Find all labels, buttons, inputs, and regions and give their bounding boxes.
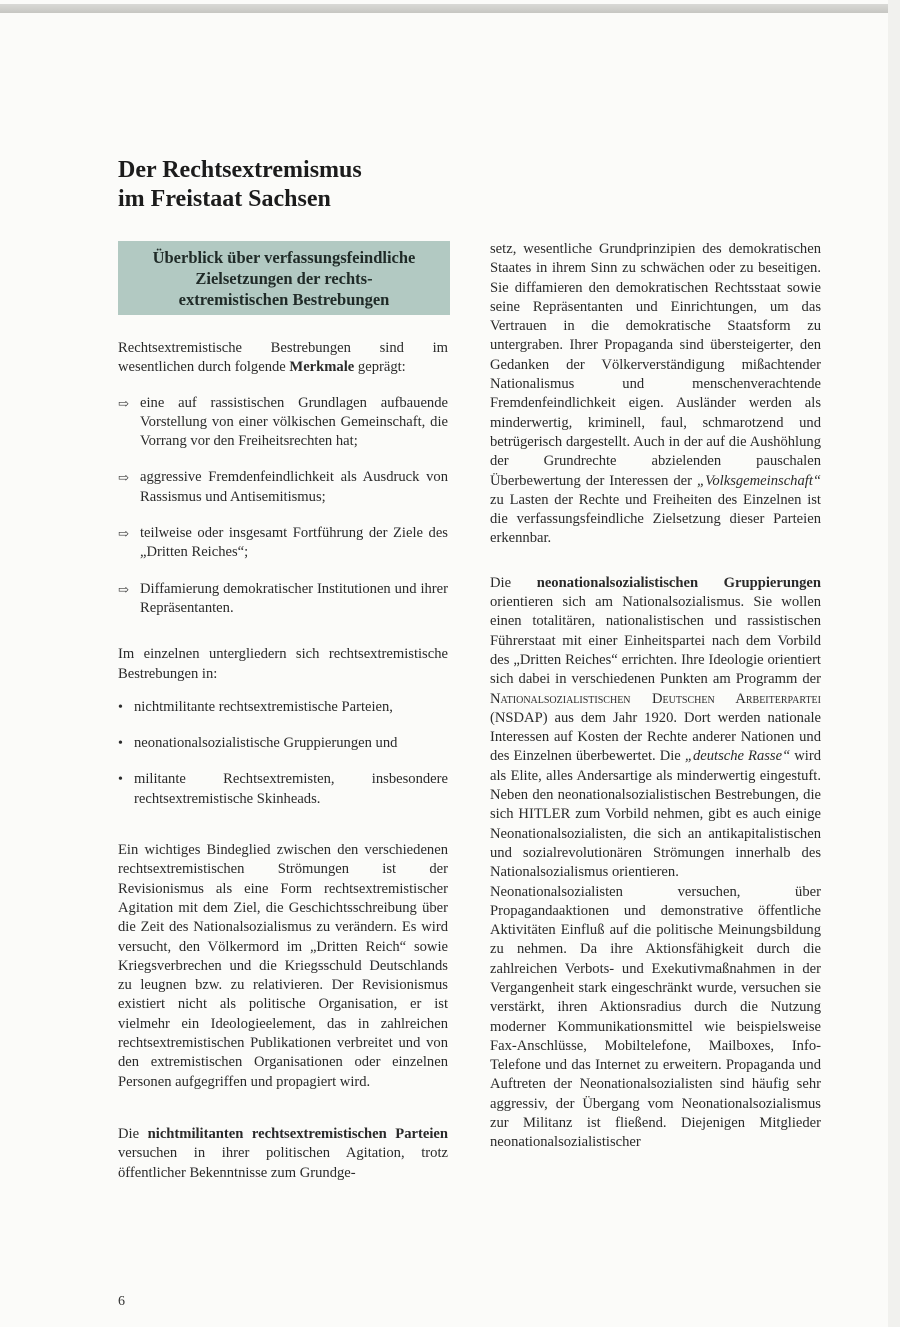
parties-emphasis: „Volksgemeinschaft“ [696, 472, 821, 489]
parties-paragraph-start [118, 1125, 448, 1183]
subdivision-list [118, 698, 448, 809]
arrow-right-icon: ⇨ [118, 581, 129, 597]
overview-heading-line-3: extremistischen Bestrebungen [178, 290, 390, 309]
neonazi-keyword: neonationalsozialistischen Gruppierungen [536, 574, 821, 591]
parties-paragraph-continued [490, 240, 821, 549]
intro-text-end: geprägt: [354, 359, 406, 376]
overview-heading-line-2: Zielsetzungen der rechts- [195, 269, 373, 288]
page-title [118, 156, 538, 214]
list-item-text: Diffamierung demokratischer Institutionen und ihrer Repräsentanten. [140, 580, 448, 616]
overview-heading-line-1: Überblick über verfassungsfeindliche [152, 248, 416, 267]
list-item-text: militante Rechtsextremisten, insbesondere rechtsextremistische Skinheads. [134, 771, 448, 807]
page-number: 6 [118, 1294, 125, 1309]
list-item [118, 524, 448, 563]
list-item [118, 580, 448, 619]
list-item-text: nichtmilitante rechtsextremistische Parteien, [134, 698, 393, 715]
right-column [490, 240, 821, 1153]
list-item [118, 770, 448, 809]
neonazi-paragraph [490, 574, 821, 883]
revisionism-paragraph: Ein wichtiges Bindeglied zwischen den verschiedenen rechtsextremistischen Strömungen ist der Revisionismus als eine Form rechtsextremistischer Agitation mit dem Ziel, die Geschichtsschreibung über die Zeit des Nationalsozialismus zu verändern. Es wird versucht, den Völkermord im „Dritten Reich“ sowie Kriegsverbrechen und die Kriegsschuld Deutschlands zu leugnen bzw. zu relativieren. Der Revisionismus existiert nicht als politische Organisation, er ist vielmehr ein Ideologieelement, das in zahlreichen rechtsextremistischen Publikationen verbreitet und von den extremistischen Organisationen oder einzelnen Personen aufgegriffen und propagiert wird. [118, 842, 448, 1090]
neonazi-text-3: wird als Elite, alles Andersartige als minderwertig eingestuft. Neben den neonationalsozialistischen Bestrebungen, die sich HITLER zum Vorbild nehmen, gibt es auch einige Neonationalsozialisten, die sich an antikapitalistischen und sozialrevolutionären Strömungen innerhalb des Nationalsozialismus orientieren. [490, 748, 821, 881]
subdivision-intro: Im einzelnen untergliedern sich rechtsextremistische Bestrebungen in: [118, 646, 448, 682]
intro-text: Rechtsextremistische Bestrebungen sind im wesentlichen durch folgende [118, 340, 448, 376]
neonazi-activities-paragraph: Neonationalsozialisten versuchen, über Propagandaaktionen und demonstrative öffentliche Aktivitäten Einfluß auf die politische Meinungsbildung zu nehmen. Da ihre Aktionsfähigkeit durch die zahlreichen Verbots- und Exekutivmaßnahmen in der Vergangenheit stark eingeschränkt wurde, versuchen sie verstärkt, ihren Aktionsradius durch die Nutzung moderner Kommunikationsmittel wie beispielsweise Fax-Anschlüsse, Mobiltelefone, Mailboxes, Info-Telefone und das Internet zu erweitern. Propaganda und Auftreten der Neonationalsozialisten sind häufig sehr aggressiv, der Übergang vom Neonationalsozialismus zur Militanz ist fließend. Diejenigen Mitglieder neonationalsozialistischer [490, 883, 821, 1151]
arrow-right-icon: ⇨ [118, 470, 129, 486]
list-item [118, 734, 448, 753]
neonazi-intro: Die [490, 574, 537, 591]
characteristics-intro [118, 339, 448, 378]
intro-keyword: Merkmale [289, 359, 355, 376]
nsdap-name: Nationalsozialistischen Deutschen Arbeiterpartei [490, 690, 821, 707]
list-item [118, 698, 448, 717]
list-item-text: teilweise oder insgesamt Fortführung der Ziele des „Dritten Reiches“; [140, 525, 448, 561]
arrow-right-icon: ⇨ [118, 395, 129, 411]
parties-text: versuchen in ihrer politischen Agitation, trotz öffentlicher Bekenntnisse zum Grundge- [118, 1145, 448, 1181]
characteristics-list [118, 394, 448, 619]
list-item [118, 468, 448, 507]
bullet-icon: • [118, 699, 123, 715]
list-item-text: neonationalsozialistische Gruppierungen und [134, 735, 398, 752]
parties-intro: Die [118, 1125, 148, 1142]
list-item-text: eine auf rassistischen Grundlagen aufbauende Vorstellung von einer völkischen Gemeinschaft, die Vorrang vor den Freiheitsrechten hat; [140, 394, 448, 450]
neonazi-text-2: (NSDAP) aus dem Jahr 1920. Dort werden nationale Interessen auf Kosten der Rechte anderer Nationen und des Einzelnen überbewertet. Die [490, 709, 821, 765]
left-column [118, 241, 448, 1183]
neonazi-text: orientieren sich am Nationalsozialismus. Sie wollen einen totalitären, nationalistischen und rassistischen Führerstaat mit einer Einheitspartei nach dem Vorbild des „Dritten Reiches“ errichten. Ihre Ideologie orientiert sich dabei in verschiedenen Punkten am Programm der [490, 594, 821, 688]
page-title-line-1: Der Rechtsextremismus [118, 157, 362, 183]
arrow-right-icon: ⇨ [118, 526, 129, 542]
list-item-text: aggressive Fremdenfeindlichkeit als Ausdruck von Rassismus und Antisemitismus; [140, 469, 448, 505]
page-edge [888, 0, 900, 1327]
bullet-icon: • [118, 772, 123, 788]
list-item [118, 394, 448, 452]
page-title-line-2: im Freistaat Sachsen [118, 186, 331, 212]
top-scan-rule [0, 4, 888, 13]
neonazi-emphasis: „deutsche Rasse“ [684, 748, 791, 765]
overview-heading-box [118, 241, 450, 315]
parties-text-end: zu Lasten der Rechte und Freiheiten des Einzelnen ist die verfassungsfeindliche Zielsetzung dieser Parteien erkennbar. [490, 491, 821, 547]
bullet-icon: • [118, 736, 123, 752]
parties-keyword: nichtmilitanten rechtsextremistischen Parteien [147, 1125, 448, 1142]
parties-text-continued: setz, wesentliche Grundprinzipien des demokratischen Staates in ihrem Sinn zu schwächen oder zu beseitigen. Sie diffamieren den demokratischen Rechtsstaat sowie seine Repräsentanten und Einrichtungen, um das Vertrauen in die demokratische Staatsform zu untergraben. Ihrer Propaganda sind übersteigerter, den Gedanken der Völkerverständigung mißachtender Nationalismus und menschenverachtende Fremdenfeindlichkeit eigen. Ausländer werden als minderwertig, kriminell, faul, schmarotzend und betrügerisch dargestellt. Auch in der auf die Aushöhlung der Grundrechte abzielenden pauschalen Überbewertung der Interessen der [490, 241, 821, 489]
